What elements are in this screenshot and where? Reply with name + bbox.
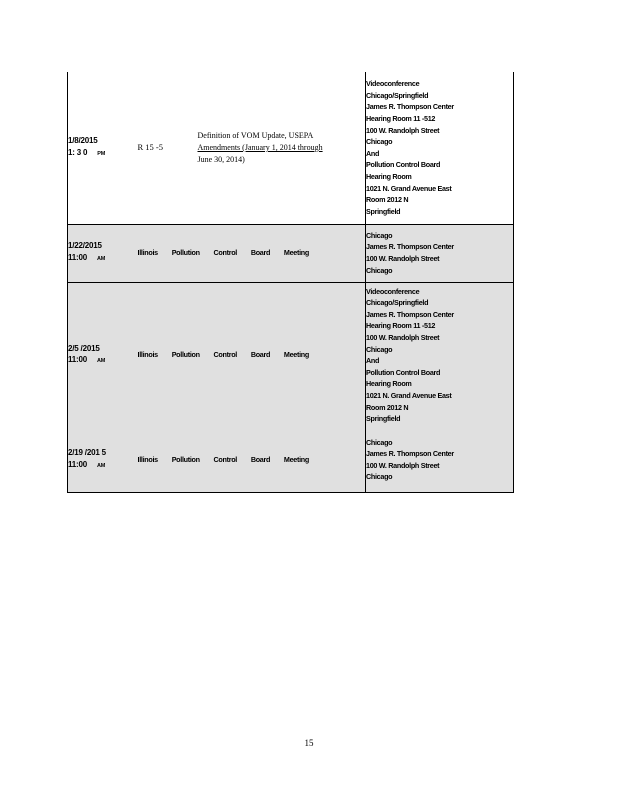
description-line-3: June 30, 2014)	[197, 154, 245, 164]
location-line: Springfield	[366, 206, 401, 216]
date-time-cell	[68, 72, 138, 224]
location-line: Springfield	[366, 414, 401, 424]
table-row	[68, 72, 514, 224]
description-line-2: Amendments (January 1, 2014 through	[197, 142, 323, 152]
location-line: James R. Thompson Center	[366, 102, 454, 112]
meeting-title: Illinois Pollution Control Board Meeting	[137, 248, 309, 258]
location-line: Chicago	[366, 344, 393, 354]
meeting-title: Illinois Pollution Control Board Meeting	[137, 454, 309, 464]
meeting-title: Illinois Pollution Control Board Meeting	[137, 350, 309, 360]
description-line-1: Definition of VOM Update, USEPA	[197, 131, 314, 141]
meeting-ampm: PM	[97, 150, 106, 157]
meeting-title-cell	[138, 282, 366, 428]
meeting-time: 11:00	[68, 459, 88, 469]
location-line: Hearing Room 11 -512	[366, 113, 436, 123]
location-line: Chicago/Springfield	[366, 90, 429, 100]
meeting-time: 1: 3 0	[68, 147, 88, 157]
meeting-title-cell	[138, 224, 366, 282]
table-row	[68, 282, 514, 428]
date-time-cell	[68, 428, 138, 492]
meeting-time: 11:00	[68, 253, 88, 262]
meeting-date: 1/22/2015	[68, 241, 102, 251]
location-line: Pollution Control Board	[366, 160, 441, 170]
docket-code: R 15 -5	[138, 72, 198, 224]
meeting-title-cell	[138, 428, 366, 492]
location-line: Videoconference	[366, 79, 420, 89]
meeting-time: 11:00	[68, 355, 88, 365]
meeting-date: 1/8/2015	[68, 136, 98, 146]
location-line: Hearing Room	[366, 171, 412, 181]
location-line: Hearing Room	[366, 379, 412, 389]
location-line: Videoconference	[366, 286, 420, 296]
location-line: James R. Thompson Center	[366, 309, 454, 319]
location-line: 1021 N. Grand Avenue East	[366, 391, 452, 401]
location-cell	[366, 428, 514, 492]
meeting-ampm: AM	[97, 462, 106, 469]
location-line: 1021 N. Grand Avenue East	[366, 183, 452, 193]
meeting-ampm: AM	[97, 256, 106, 262]
location-line: Chicago	[366, 230, 393, 240]
meeting-date: 2/5 /2015	[68, 343, 100, 353]
location-line: Room 2012 N	[366, 402, 409, 412]
date-time-cell	[68, 224, 138, 282]
location-line: 100 W. Randolph Street	[366, 125, 440, 135]
location-line: Chicago	[366, 137, 393, 147]
location-cell	[366, 282, 514, 428]
location-line: James R. Thompson Center	[366, 449, 454, 459]
location-line: Chicago	[366, 437, 393, 447]
location-line: Pollution Control Board	[366, 367, 441, 377]
table-row	[68, 428, 514, 492]
table-row	[68, 224, 514, 282]
page-number: 15	[304, 738, 314, 748]
location-line: 100 W. Randolph Street	[366, 254, 440, 263]
location-line: 100 W. Randolph Street	[366, 333, 440, 343]
location-line: James R. Thompson Center	[366, 242, 454, 252]
meeting-schedule-table	[67, 72, 514, 493]
location-cell	[366, 72, 514, 224]
location-line: Hearing Room 11 -512	[366, 321, 436, 331]
meeting-date: 2/19 /201 5	[68, 448, 106, 458]
location-line: Chicago/Springfield	[366, 298, 429, 308]
location-line: Chicago	[366, 472, 393, 482]
location-cell	[366, 224, 514, 282]
date-time-cell	[68, 282, 138, 428]
location-line: And	[366, 148, 380, 158]
description-cell	[198, 72, 366, 224]
location-line: And	[366, 356, 380, 366]
location-line: 100 W. Randolph Street	[366, 460, 440, 470]
location-line: Chicago	[366, 265, 393, 275]
location-line: Room 2012 N	[366, 195, 409, 205]
meeting-ampm: AM	[97, 358, 106, 365]
